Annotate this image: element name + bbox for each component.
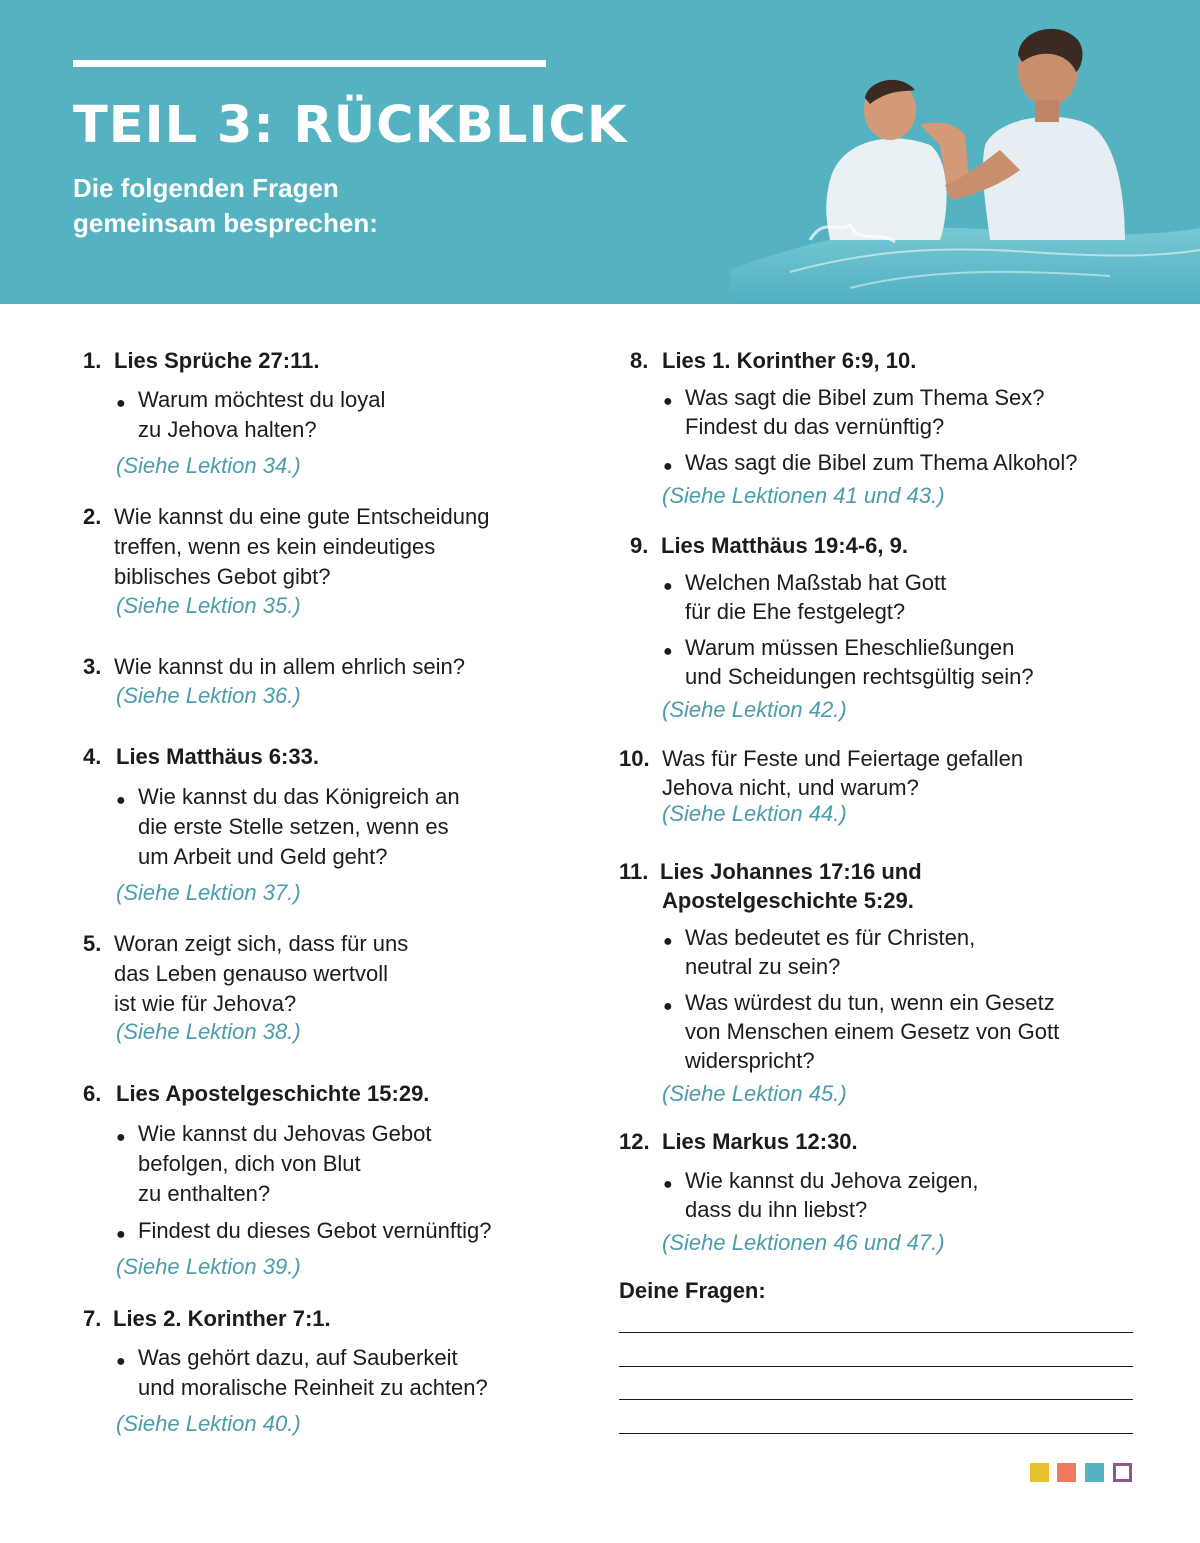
bullet-dot: ● <box>663 643 673 660</box>
lesson-reference: (Siehe Lektion 45.) <box>662 1081 847 1106</box>
question-number: 7. <box>83 1306 102 1331</box>
bullet-item <box>116 782 460 872</box>
question-number: 8. <box>630 348 649 373</box>
bullet-line: Was sagt die Bibel zum Thema Sex? <box>685 385 1045 410</box>
lesson-reference: (Siehe Lektion 44.) <box>662 801 847 826</box>
bullet-item <box>663 1166 979 1224</box>
bullet-line: und moralische Reinheit zu achten? <box>138 1375 488 1400</box>
yellow-square-icon <box>1030 1463 1049 1482</box>
bullet-line: Welchen Maßstab hat Gott <box>685 570 947 595</box>
question-line: Woran zeigt sich, dass für uns <box>114 931 409 956</box>
question-number: 3. <box>83 654 102 679</box>
question-heading: Lies Matthäus 19:4-6, 9. <box>661 533 908 558</box>
question-heading: Lies Apostelgeschichte 15:29. <box>116 1081 430 1106</box>
header-banner <box>0 0 1200 304</box>
question-number: 5. <box>83 931 102 956</box>
lesson-reference: (Siehe Lektion 36.) <box>116 683 301 708</box>
bullet-line: und Scheidungen rechtsgültig sein? <box>685 664 1034 689</box>
question-3 <box>83 652 543 682</box>
question-number: 4. <box>83 744 102 769</box>
bullet-item <box>663 988 1059 1075</box>
answer-line <box>619 1366 1133 1367</box>
bullet-line: Was bedeutet es für Christen, <box>685 925 976 950</box>
bullet-line: Findest du dieses Gebot vernünftig? <box>138 1218 492 1243</box>
orange-square-icon <box>1057 1463 1076 1482</box>
bullet-line: Warum müssen Eheschließungen <box>685 635 1015 660</box>
question-number: 10. <box>619 746 650 771</box>
question-heading-line: Apostelgeschichte 5:29. <box>662 888 914 913</box>
bullet-dot: ● <box>663 1176 673 1193</box>
question-heading: Lies Matthäus 6:33. <box>116 744 319 769</box>
bullet-item <box>116 385 385 445</box>
bullet-line: Wie kannst du Jehova zeigen, <box>685 1168 979 1193</box>
lesson-reference: (Siehe Lektion 40.) <box>116 1411 301 1436</box>
question-number: 9. <box>630 533 649 558</box>
question-line: Was für Feste und Feiertage gefallen <box>662 746 1024 771</box>
bullet-line: Was gehört dazu, auf Sauberkeit <box>138 1345 458 1370</box>
question-heading: Lies 2. Korinther 7:1. <box>113 1306 331 1331</box>
lesson-reference: (Siehe Lektionen 41 und 43.) <box>662 483 945 508</box>
bullet-dot: ● <box>663 578 673 595</box>
question-number: 6. <box>83 1081 102 1106</box>
question-5 <box>83 929 543 1019</box>
lesson-reference: (Siehe Lektion 35.) <box>116 593 301 618</box>
question-heading: Lies 1. Korinther 6:9, 10. <box>662 348 917 373</box>
question-line: das Leben genauso wertvoll <box>114 961 388 986</box>
bullet-dot: ● <box>116 1129 126 1146</box>
bullet-dot: ● <box>663 933 673 950</box>
bullet-line: von Menschen einem Gesetz von Gott <box>685 1019 1060 1044</box>
bullet-line: die erste Stelle setzen, wenn es <box>138 814 449 839</box>
bullet-line: neutral zu sein? <box>685 954 841 979</box>
outline-square-icon <box>1113 1463 1132 1482</box>
question-2 <box>83 502 543 592</box>
subtitle-line: Die folgenden Fragen <box>73 173 339 203</box>
question-heading: Lies Markus 12:30. <box>662 1129 858 1154</box>
bullet-line: dass du ihn liebst? <box>685 1197 868 1222</box>
question-number: 2. <box>83 504 102 529</box>
lesson-reference: (Siehe Lektion 38.) <box>116 1019 301 1044</box>
bullet-item <box>663 568 946 626</box>
question-line: Wie kannst du in allem ehrlich sein? <box>114 654 465 679</box>
bullet-line: Was würdest du tun, wenn ein Gesetz <box>685 990 1055 1015</box>
baptism-illustration <box>730 0 1200 304</box>
question-number: 12. <box>619 1129 650 1154</box>
page-subtitle <box>73 171 378 241</box>
bullet-line: Was sagt die Bibel zum Thema Alkohol? <box>685 450 1078 475</box>
bullet-line: widerspricht? <box>685 1048 815 1073</box>
question-10 <box>619 744 1139 802</box>
question-line: Jehova nicht, und warum? <box>662 775 919 800</box>
question-heading-line: Lies Johannes 17:16 und <box>660 859 922 884</box>
bullet-line: für die Ehe festgelegt? <box>685 599 906 624</box>
question-number: 1. <box>83 348 102 373</box>
question-11 <box>619 857 1139 915</box>
bullet-dot: ● <box>116 1226 126 1243</box>
lesson-reference: (Siehe Lektion 39.) <box>116 1254 301 1279</box>
bullet-dot: ● <box>116 792 126 809</box>
bullet-line: Warum möchtest du loyal <box>138 387 386 412</box>
lesson-reference: (Siehe Lektion 37.) <box>116 880 301 905</box>
page-title: TEIL 3: RÜCKBLICK <box>73 96 628 155</box>
bullet-line: zu Jehova halten? <box>138 417 317 442</box>
lesson-reference: (Siehe Lektion 34.) <box>116 453 301 478</box>
bullet-item <box>663 448 1078 477</box>
answer-line <box>619 1399 1133 1400</box>
header-rule <box>73 60 546 67</box>
bullet-item <box>663 633 1034 691</box>
question-line: ist wie für Jehova? <box>114 991 297 1016</box>
bullet-dot: ● <box>663 458 673 475</box>
question-number: 11. <box>619 859 649 884</box>
bullet-item <box>116 1216 491 1246</box>
bullet-item <box>116 1343 488 1403</box>
bullet-line: Wie kannst du Jehovas Gebot <box>138 1121 432 1146</box>
your-questions-label: Deine Fragen: <box>619 1278 766 1303</box>
bullet-line: um Arbeit und Geld geht? <box>138 844 388 869</box>
bullet-line: Findest du das vernünftig? <box>685 414 945 439</box>
question-heading: Lies Sprüche 27:11. <box>114 348 320 373</box>
answer-line <box>619 1433 1133 1434</box>
bullet-dot: ● <box>116 395 126 412</box>
lesson-reference: (Siehe Lektionen 46 und 47.) <box>662 1230 945 1255</box>
subtitle-line: gemeinsam besprechen: <box>73 208 378 238</box>
teal-square-icon <box>1085 1463 1104 1482</box>
bullet-dot: ● <box>663 393 673 410</box>
bullet-item <box>116 1119 432 1209</box>
question-line: treffen, wenn es kein eindeutiges <box>114 534 436 559</box>
bullet-dot: ● <box>116 1353 126 1370</box>
bullet-line: befolgen, dich von Blut <box>138 1151 361 1176</box>
bullet-dot: ● <box>663 998 673 1015</box>
answer-line <box>619 1332 1133 1333</box>
lesson-reference: (Siehe Lektion 42.) <box>662 697 847 722</box>
bullet-item <box>663 923 975 981</box>
bullet-item <box>663 383 1045 441</box>
bullet-line: zu enthalten? <box>138 1181 271 1206</box>
bullet-line: Wie kannst du das Königreich an <box>138 784 460 809</box>
question-line: Wie kannst du eine gute Entscheidung <box>114 504 490 529</box>
question-line: biblisches Gebot gibt? <box>114 564 331 589</box>
